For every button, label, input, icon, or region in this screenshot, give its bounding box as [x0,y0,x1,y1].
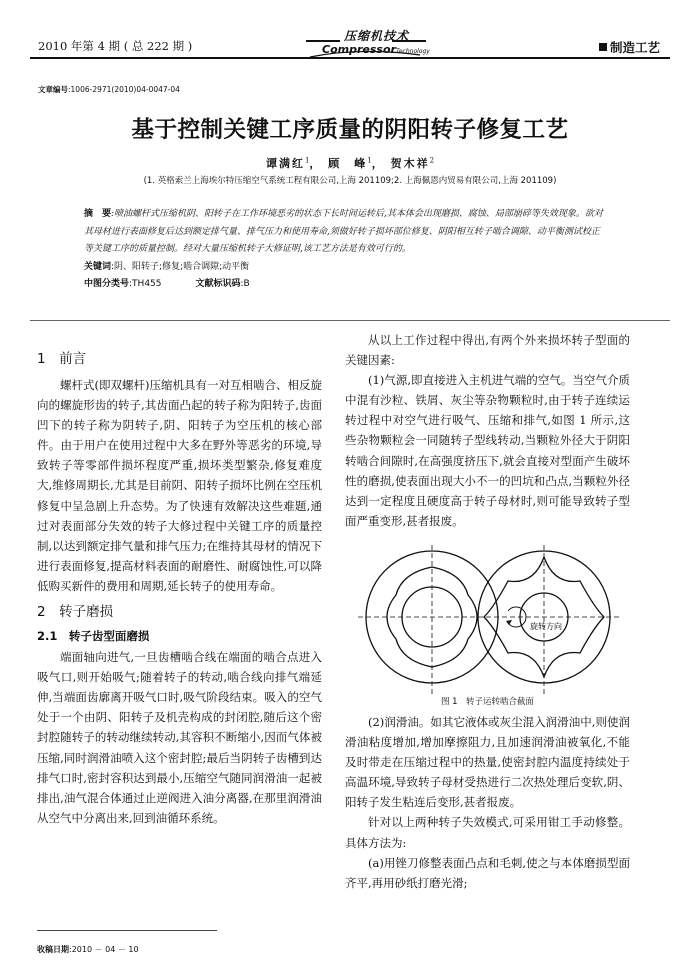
paragraph: 螺杆式(即双螺杆)压缩机具有一对互相啮合、相反旋向的螺旋形齿的转子,其齿面凸起的转子称为阳转子,齿面凹下的转子称为阴转子,阴、阳转子为空压机的核心部件。由于用户在使用过程中大多在野外等恶劣的环境,导致转子等零部件损坏程度严重,损坏类型繁杂,修复难度大,维修周期长,尤其是目前阴、阳转子损坏比例在空压机修复中呈急剧上升态势。为了快速有效解决这些难题,通过对表面部分失效的转子大修过程中关键工序的质量控制,以达到额定排气量和排气压力;在维持其母材的情况下进行表面修复,提高材料表面的耐磨性、耐腐蚀性,可以降低购买新件的费用和周期,延长转子的使用寿命。 [37,378,322,593]
issue-info: 2010 年第 4 期 ( 总 222 期 ) [38,39,193,53]
classification [84,276,604,294]
rotor-meshing-diagram [358,545,620,695]
journal-name-en-small: Technology [395,48,430,55]
clc-value: :TH455 [129,279,162,290]
subsection-number: 2.1 [37,629,58,644]
left-column [37,346,322,828]
abstract [84,206,604,259]
arrowhead-icon [506,620,512,625]
section-text: 制造工艺 [609,40,660,55]
abstract-block [84,206,604,294]
paragraph: 针对以上两种转子失效模式,可采用钳工手动修整。具体方法为: [345,815,630,850]
section-heading [37,599,322,625]
section-label [599,38,660,56]
figure-rotor-section [358,545,620,695]
author-affil-mark: 1 [304,156,310,165]
keywords-value: :阴、阳转子;修复;啮合调隙;动平衡 [111,261,250,272]
subsection-title: 转子齿型面磨损 [68,629,150,644]
keywords [84,259,604,277]
journal-name-en-main: Compressor [322,43,396,56]
paragraph: (a)用锉刀修整表面凸点和毛刺,使之与本体磨损型面齐平,再用砂纸打磨光滑; [345,855,630,890]
clc-label: 中图分类号 [84,279,130,290]
paragraph: (2)润滑油。如其它液体或灰尘混入润滑油中,则使润滑油粘度增加,增加摩擦阻力,且加速润滑油被氧化,不能及时带走在压缩过程中的热量,使密封腔内温度持续处于高温环境,导致转子母材受热进行二次热处理后变软,阴、阳转子发生粘连后变形,甚者报废。 [345,715,630,810]
abstract-rule [30,320,670,321]
author-separator: ， [371,157,385,170]
rotation-direction-label: 旋转方向 [530,622,562,631]
abstract-label: 摘 要 [84,209,112,219]
subsection-heading [37,625,322,647]
doc-code-value: :B [240,279,250,290]
page-title: 基于控制关键工序质量的阴阳转子修复工艺 [131,117,569,143]
figure-caption: 图 1 转子运转啮合截面 [440,697,535,707]
section-number: 1 [37,351,46,367]
author-separator: ， [309,157,323,170]
right-column-continued [345,712,630,893]
article-number-value: :1006-2971(2010)04-0047-04 [68,85,180,94]
section-title: 前言 [59,351,87,367]
journal-name-cn: 压缩机技术 [344,29,410,43]
received-date [37,944,139,955]
right-column [345,330,630,531]
author-list [0,155,700,171]
square-bullet-icon [599,43,607,51]
article-number-label: 文章编号 [38,85,68,94]
paragraph: 端面轴向进气,一旦齿槽啮合线在端面的啮合点进入吸气口,则开始吸气;随着转子的转动,啮合线向排气端延伸,当端面齿廓离开吸气口时,吸气阶段结束。吸入的空气处于一个由阴、阳转子及机壳构成的封闭腔,随后这个密封腔随转子的转动继续转动,其容积不断缩小,因而气体被压缩,同时润滑油喷入这个密封腔;最后当阴转子齿槽到达排气口时,密封容积达到最小,压缩空气随同润滑油一起被排出,油气混合体通过止逆阀进入油分离器,在那里润滑油从空气中分离出来,回到油循环系统。 [37,650,322,825]
paragraph: 从以上工作过程中得出,有两个外来损坏转子型面的关键因素: [345,333,630,368]
journal-name-en [322,43,430,56]
author-name: 贺木祥 [390,157,430,170]
article-number [38,84,180,95]
abstract-text: :喷油螺杆式压缩机阴、阳转子在工作环境恶劣的状态下长时间运转后,其本体会出现磨损、腐蚀、局部崩碎等失效现象。欲对其母材进行表面修复后达到额定排气量、排气压力和使用寿命,须做好转子损坏部位修复、阴阳相互转子啮合调隙、动平衡测试校正等关键工序的质量控制。经对大量压缩机转子大修证明,该工艺方法是有效可行的。 [84,209,603,255]
section-number: 2 [37,604,46,621]
header-rule [30,57,670,59]
author-name: 顾 峰 [328,157,368,170]
keywords-label: 关键词 [84,261,112,272]
author-affil-mark: 2 [429,156,435,165]
received-date-label: 收稿日期 [37,945,69,954]
paragraph: (1)气源,即直接进入主机进气端的空气。当空气介质中混有沙粒、铁屑、灰尘等杂物颗粒时,由于转子连续运转过程中对空气进行吸气、压缩和排气,如图 1 所示,这些杂物颗粒会一同随转子型线转动,当颗粒外径大于阴阳转啮合间隙时,在高强度挤压下,就会直接对型面产生破坏性的磨损,使表面出现大小不一的凹坑和凸点,当颗粒外径达到一定程度且硬度高于转子母材时,则可能导致转子型面严重变形,甚者报废。 [345,373,630,528]
author-affil-mark: 1 [367,156,372,165]
section-heading [37,346,322,372]
author-name: 谭满红 [265,157,305,170]
footnote-rule [37,930,217,931]
doc-code-label: 文献标识码 [195,279,241,290]
section-title: 转子磨损 [59,604,114,621]
affiliation: (1. 英格索兰上海埃尔特压缩空气系统工程有限公司,上海 201109;2. 上海佩恩内贸易有限公司,上海 201109) [143,176,557,186]
received-date-value: :2010 － 04 － 10 [69,945,139,954]
